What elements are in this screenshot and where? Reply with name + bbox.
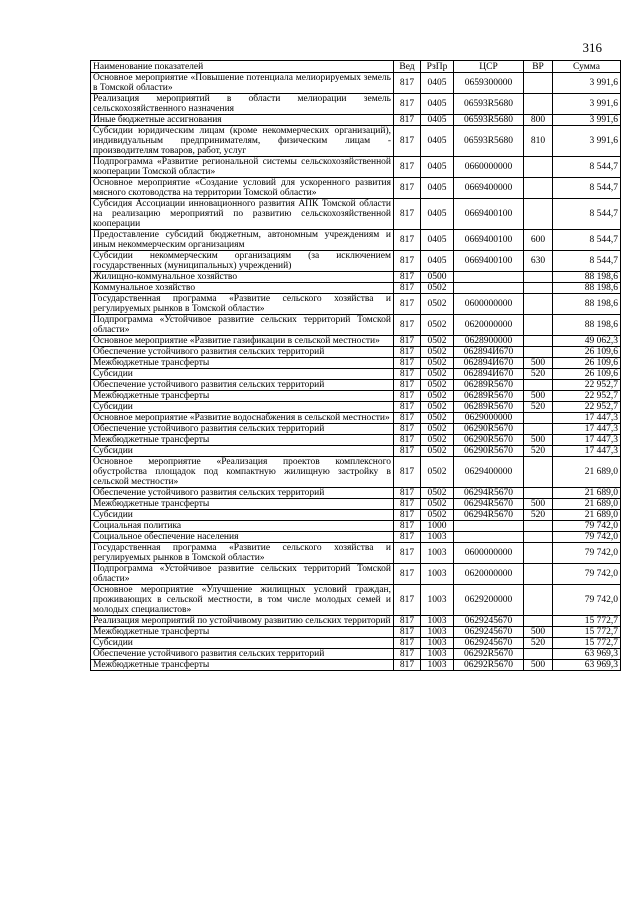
cell-ved: 817 xyxy=(394,199,421,230)
cell-ved: 817 xyxy=(394,157,421,178)
cell-sum: 88 198,6 xyxy=(553,272,621,283)
header-csr: ЦСР xyxy=(454,61,524,73)
table-row xyxy=(91,126,621,157)
table-row xyxy=(91,499,621,510)
cell-sum: 79 742,0 xyxy=(553,521,621,532)
cell-name: Субсидия Ассоциации инновационного развития АПК Томской области на реализацию мероприятий по развитию сельскохозяйственной кооперации xyxy=(91,199,394,230)
cell-vr xyxy=(524,294,553,315)
cell-rzpr: 0502 xyxy=(421,424,454,435)
cell-rzpr: 0405 xyxy=(421,94,454,115)
cell-name: Обеспечение устойчивого развития сельских территорий xyxy=(91,649,394,660)
table-row xyxy=(91,94,621,115)
cell-ved: 817 xyxy=(394,94,421,115)
cell-csr: 0669400000 xyxy=(454,178,524,199)
cell-csr xyxy=(454,532,524,543)
cell-vr xyxy=(524,157,553,178)
header-name: Наименование показателей xyxy=(91,61,394,73)
cell-csr: 0629245670 xyxy=(454,616,524,627)
cell-vr xyxy=(524,272,553,283)
cell-sum: 22 952,7 xyxy=(553,402,621,413)
cell-vr: 500 xyxy=(524,660,553,671)
cell-name: Субсидии xyxy=(91,510,394,521)
cell-sum: 22 952,7 xyxy=(553,391,621,402)
cell-ved: 817 xyxy=(394,126,421,157)
cell-sum: 3 991,6 xyxy=(553,126,621,157)
cell-ved: 817 xyxy=(394,446,421,457)
cell-name: Основное мероприятие «Повышение потенциала мелиорируемых земель в Томской области» xyxy=(91,73,394,94)
cell-name: Межбюджетные трансферты xyxy=(91,499,394,510)
cell-rzpr: 1003 xyxy=(421,543,454,564)
cell-vr xyxy=(524,532,553,543)
cell-vr: 520 xyxy=(524,402,553,413)
cell-sum: 63 969,3 xyxy=(553,649,621,660)
cell-sum: 22 952,7 xyxy=(553,380,621,391)
cell-csr: 06289R5670 xyxy=(454,391,524,402)
cell-sum: 15 772,7 xyxy=(553,638,621,649)
cell-csr: 0600000000 xyxy=(454,294,524,315)
cell-sum: 49 062,3 xyxy=(553,336,621,347)
table-row xyxy=(91,627,621,638)
table-row xyxy=(91,543,621,564)
table-row xyxy=(91,230,621,251)
cell-csr: 0620000000 xyxy=(454,315,524,336)
budget-table xyxy=(90,60,621,671)
cell-sum: 3 991,6 xyxy=(553,94,621,115)
cell-name: Социальная политика xyxy=(91,521,394,532)
cell-sum: 17 447,3 xyxy=(553,413,621,424)
cell-vr xyxy=(524,543,553,564)
cell-name: Межбюджетные трансферты xyxy=(91,358,394,369)
cell-csr: 0629400000 xyxy=(454,457,524,488)
cell-sum: 17 447,3 xyxy=(553,446,621,457)
table-row xyxy=(91,446,621,457)
cell-csr: 0629245670 xyxy=(454,627,524,638)
cell-vr: 500 xyxy=(524,358,553,369)
cell-sum: 88 198,6 xyxy=(553,283,621,294)
cell-ved: 817 xyxy=(394,457,421,488)
cell-rzpr: 0502 xyxy=(421,358,454,369)
cell-vr xyxy=(524,94,553,115)
cell-name: Иные бюджетные ассигнования xyxy=(91,115,394,126)
cell-csr: 06292R5670 xyxy=(454,649,524,660)
cell-vr: 520 xyxy=(524,369,553,380)
cell-rzpr: 0502 xyxy=(421,294,454,315)
cell-rzpr: 0502 xyxy=(421,499,454,510)
cell-csr: 0629200000 xyxy=(454,585,524,616)
cell-ved: 817 xyxy=(394,585,421,616)
table-row xyxy=(91,272,621,283)
cell-ved: 817 xyxy=(394,649,421,660)
cell-name: Обеспечение устойчивого развития сельских территорий xyxy=(91,424,394,435)
cell-csr: 0628900000 xyxy=(454,336,524,347)
cell-name: Основное мероприятие «Развитие водоснабжения в сельской местности» xyxy=(91,413,394,424)
cell-vr: 500 xyxy=(524,391,553,402)
cell-name: Обеспечение устойчивого развития сельских территорий xyxy=(91,488,394,499)
cell-ved: 817 xyxy=(394,435,421,446)
cell-name: Обеспечение устойчивого развития сельских территорий xyxy=(91,380,394,391)
cell-sum: 8 544,7 xyxy=(553,199,621,230)
cell-sum: 79 742,0 xyxy=(553,564,621,585)
cell-ved: 817 xyxy=(394,413,421,424)
cell-ved: 817 xyxy=(394,294,421,315)
cell-name: Основное мероприятие «Развитие газификации в сельской местности» xyxy=(91,336,394,347)
cell-csr: 06290R5670 xyxy=(454,435,524,446)
cell-csr: 0660000000 xyxy=(454,157,524,178)
cell-ved: 817 xyxy=(394,627,421,638)
table-row xyxy=(91,315,621,336)
cell-sum: 63 969,3 xyxy=(553,660,621,671)
table-body xyxy=(91,73,621,671)
cell-ved: 817 xyxy=(394,115,421,126)
cell-csr: 06294R5670 xyxy=(454,499,524,510)
cell-sum: 8 544,7 xyxy=(553,251,621,272)
cell-vr xyxy=(524,336,553,347)
table-row xyxy=(91,157,621,178)
cell-csr xyxy=(454,283,524,294)
cell-sum: 79 742,0 xyxy=(553,543,621,564)
cell-vr xyxy=(524,73,553,94)
table-row xyxy=(91,380,621,391)
cell-name: Субсидии xyxy=(91,446,394,457)
cell-csr: 062894И670 xyxy=(454,369,524,380)
cell-vr xyxy=(524,616,553,627)
cell-vr: 630 xyxy=(524,251,553,272)
cell-sum: 3 991,6 xyxy=(553,115,621,126)
table-row xyxy=(91,564,621,585)
table-row xyxy=(91,510,621,521)
cell-csr: 0669400100 xyxy=(454,199,524,230)
cell-vr xyxy=(524,649,553,660)
cell-rzpr: 0502 xyxy=(421,336,454,347)
cell-sum: 8 544,7 xyxy=(553,230,621,251)
cell-sum: 26 109,6 xyxy=(553,369,621,380)
cell-name: Коммунальное хозяйство xyxy=(91,283,394,294)
cell-ved: 817 xyxy=(394,230,421,251)
cell-ved: 817 xyxy=(394,638,421,649)
cell-name: Обеспечение устойчивого развития сельских территорий xyxy=(91,347,394,358)
cell-name: Реализация мероприятий в области мелиорации земель сельскохозяйственного назначения xyxy=(91,94,394,115)
cell-rzpr: 0502 xyxy=(421,283,454,294)
cell-rzpr: 0502 xyxy=(421,510,454,521)
table-row xyxy=(91,649,621,660)
cell-sum: 15 772,7 xyxy=(553,627,621,638)
cell-ved: 817 xyxy=(394,251,421,272)
cell-ved: 817 xyxy=(394,336,421,347)
cell-vr xyxy=(524,199,553,230)
cell-vr: 600 xyxy=(524,230,553,251)
cell-sum: 17 447,3 xyxy=(553,435,621,446)
cell-vr: 500 xyxy=(524,499,553,510)
cell-name: Государственная программа «Развитие сельского хозяйства и регулируемых рынков в Томской области» xyxy=(91,543,394,564)
cell-rzpr: 1003 xyxy=(421,627,454,638)
cell-ved: 817 xyxy=(394,283,421,294)
cell-name: Социальное обеспечение населения xyxy=(91,532,394,543)
cell-name: Субсидии xyxy=(91,638,394,649)
header-vr: ВР xyxy=(524,61,553,73)
cell-ved: 817 xyxy=(394,402,421,413)
cell-name: Субсидии xyxy=(91,369,394,380)
cell-ved: 817 xyxy=(394,532,421,543)
cell-name: Государственная программа «Развитие сельского хозяйства и регулируемых рынков в Томской области» xyxy=(91,294,394,315)
cell-csr: 06593R5680 xyxy=(454,126,524,157)
cell-ved: 817 xyxy=(394,510,421,521)
cell-name: Подпрограмма «Устойчивое развитие сельских территорий Томской области» xyxy=(91,564,394,585)
cell-csr: 06292R5670 xyxy=(454,660,524,671)
cell-rzpr: 0502 xyxy=(421,435,454,446)
cell-name: Субсидии xyxy=(91,402,394,413)
cell-ved: 817 xyxy=(394,380,421,391)
cell-sum: 88 198,6 xyxy=(553,315,621,336)
cell-ved: 817 xyxy=(394,660,421,671)
cell-rzpr: 0500 xyxy=(421,272,454,283)
cell-csr: 06290R5670 xyxy=(454,424,524,435)
cell-csr xyxy=(454,272,524,283)
cell-vr: 520 xyxy=(524,446,553,457)
table-row xyxy=(91,178,621,199)
table-row xyxy=(91,369,621,380)
cell-csr: 062894И670 xyxy=(454,347,524,358)
cell-csr: 0629000000 xyxy=(454,413,524,424)
cell-name: Межбюджетные трансферты xyxy=(91,660,394,671)
cell-csr: 0669400100 xyxy=(454,251,524,272)
cell-name: Подпрограмма «Устойчивое развитие сельских территорий Томской области» xyxy=(91,315,394,336)
cell-csr: 06289R5670 xyxy=(454,380,524,391)
table-header-row xyxy=(91,61,621,73)
cell-rzpr: 0502 xyxy=(421,413,454,424)
table-row xyxy=(91,199,621,230)
cell-rzpr: 1003 xyxy=(421,616,454,627)
cell-vr: 800 xyxy=(524,115,553,126)
cell-sum: 26 109,6 xyxy=(553,347,621,358)
cell-rzpr: 1000 xyxy=(421,521,454,532)
cell-rzpr: 1003 xyxy=(421,532,454,543)
cell-ved: 817 xyxy=(394,391,421,402)
table-row xyxy=(91,585,621,616)
cell-name: Межбюджетные трансферты xyxy=(91,435,394,446)
cell-rzpr: 0405 xyxy=(421,126,454,157)
cell-csr: 0620000000 xyxy=(454,564,524,585)
cell-ved: 817 xyxy=(394,616,421,627)
cell-vr xyxy=(524,457,553,488)
cell-ved: 817 xyxy=(394,424,421,435)
cell-rzpr: 0502 xyxy=(421,347,454,358)
table-row xyxy=(91,532,621,543)
table-row xyxy=(91,488,621,499)
cell-vr xyxy=(524,315,553,336)
cell-csr: 06593R5680 xyxy=(454,115,524,126)
cell-vr xyxy=(524,347,553,358)
cell-csr: 06290R5670 xyxy=(454,446,524,457)
cell-vr: 810 xyxy=(524,126,553,157)
cell-rzpr: 0502 xyxy=(421,369,454,380)
cell-rzpr: 0405 xyxy=(421,199,454,230)
cell-name: Межбюджетные трансферты xyxy=(91,391,394,402)
cell-rzpr: 0502 xyxy=(421,391,454,402)
cell-ved: 817 xyxy=(394,358,421,369)
cell-sum: 21 689,0 xyxy=(553,510,621,521)
table-row xyxy=(91,347,621,358)
cell-rzpr: 0502 xyxy=(421,380,454,391)
cell-sum: 21 689,0 xyxy=(553,499,621,510)
cell-rzpr: 0405 xyxy=(421,115,454,126)
table-row xyxy=(91,358,621,369)
cell-sum: 88 198,6 xyxy=(553,294,621,315)
cell-rzpr: 0405 xyxy=(421,251,454,272)
cell-sum: 8 544,7 xyxy=(553,157,621,178)
cell-rzpr: 0502 xyxy=(421,457,454,488)
table-row xyxy=(91,391,621,402)
cell-vr xyxy=(524,521,553,532)
cell-name: Основное мероприятие «Улучшение жилищных условий граждан, проживающих в сельской местности, в том числе молодых семей и молодых специалистов» xyxy=(91,585,394,616)
cell-csr: 0600000000 xyxy=(454,543,524,564)
table-row xyxy=(91,413,621,424)
header-sum: Сумма xyxy=(553,61,621,73)
header-ved: Вед xyxy=(394,61,421,73)
table-row xyxy=(91,283,621,294)
cell-csr: 06294R5670 xyxy=(454,510,524,521)
cell-vr xyxy=(524,413,553,424)
cell-rzpr: 1003 xyxy=(421,564,454,585)
cell-vr: 520 xyxy=(524,510,553,521)
cell-ved: 817 xyxy=(394,369,421,380)
cell-ved: 817 xyxy=(394,178,421,199)
cell-rzpr: 1003 xyxy=(421,660,454,671)
cell-csr xyxy=(454,521,524,532)
cell-name: Жилищно-коммунальное хозяйство xyxy=(91,272,394,283)
cell-csr: 062894И670 xyxy=(454,358,524,369)
cell-ved: 817 xyxy=(394,272,421,283)
cell-rzpr: 0502 xyxy=(421,402,454,413)
cell-ved: 817 xyxy=(394,543,421,564)
cell-sum: 79 742,0 xyxy=(553,532,621,543)
cell-vr xyxy=(524,380,553,391)
cell-sum: 26 109,6 xyxy=(553,358,621,369)
cell-sum: 15 772,7 xyxy=(553,616,621,627)
cell-rzpr: 0405 xyxy=(421,178,454,199)
cell-ved: 817 xyxy=(394,521,421,532)
table-row xyxy=(91,616,621,627)
cell-rzpr: 0405 xyxy=(421,157,454,178)
table-row xyxy=(91,521,621,532)
cell-ved: 817 xyxy=(394,564,421,585)
table-row xyxy=(91,402,621,413)
cell-csr: 0659300000 xyxy=(454,73,524,94)
cell-sum: 3 991,6 xyxy=(553,73,621,94)
cell-ved: 817 xyxy=(394,499,421,510)
cell-ved: 817 xyxy=(394,315,421,336)
cell-name: Межбюджетные трансферты xyxy=(91,627,394,638)
cell-sum: 79 742,0 xyxy=(553,585,621,616)
cell-name: Предоставление субсидий бюджетным, автономным учреждениям и иным некоммерческим организациям xyxy=(91,230,394,251)
cell-vr xyxy=(524,564,553,585)
cell-vr: 520 xyxy=(524,638,553,649)
table-row xyxy=(91,73,621,94)
table-row xyxy=(91,115,621,126)
cell-sum: 21 689,0 xyxy=(553,457,621,488)
cell-name: Основное мероприятие «Создание условий для ускоренного развития мясного скотоводства на территории Томской области» xyxy=(91,178,394,199)
cell-ved: 817 xyxy=(394,347,421,358)
cell-vr: 500 xyxy=(524,627,553,638)
table-row xyxy=(91,457,621,488)
cell-rzpr: 0502 xyxy=(421,446,454,457)
cell-rzpr: 1003 xyxy=(421,585,454,616)
cell-name: Подпрограмма «Развитие региональной системы сельскохозяйственной кооперации Томской области» xyxy=(91,157,394,178)
page-number: 316 xyxy=(582,40,602,55)
cell-csr: 06593R5680 xyxy=(454,94,524,115)
cell-sum: 21 689,0 xyxy=(553,488,621,499)
table-row xyxy=(91,660,621,671)
cell-rzpr: 0502 xyxy=(421,488,454,499)
cell-rzpr: 0502 xyxy=(421,315,454,336)
cell-name: Основное мероприятие «Реализация проектов комплексного обустройства площадок под компактную жилищную застройку в сельской местности» xyxy=(91,457,394,488)
table-row xyxy=(91,424,621,435)
cell-name: Субсидии юридическим лицам (кроме некоммерческих организаций), индивидуальным предпринимателям, физическим лицам - производителям товаров, работ, услуг xyxy=(91,126,394,157)
table-row xyxy=(91,638,621,649)
cell-vr xyxy=(524,585,553,616)
cell-vr xyxy=(524,424,553,435)
cell-rzpr: 1003 xyxy=(421,638,454,649)
cell-ved: 817 xyxy=(394,73,421,94)
cell-ved: 817 xyxy=(394,488,421,499)
cell-vr xyxy=(524,178,553,199)
header-rzpr: РзПр xyxy=(421,61,454,73)
table-row xyxy=(91,251,621,272)
cell-rzpr: 0405 xyxy=(421,73,454,94)
cell-csr: 0669400100 xyxy=(454,230,524,251)
cell-vr xyxy=(524,488,553,499)
cell-vr xyxy=(524,283,553,294)
cell-rzpr: 0405 xyxy=(421,230,454,251)
cell-csr: 06294R5670 xyxy=(454,488,524,499)
cell-rzpr: 1003 xyxy=(421,649,454,660)
table-row xyxy=(91,336,621,347)
cell-vr: 500 xyxy=(524,435,553,446)
cell-sum: 17 447,3 xyxy=(553,424,621,435)
cell-sum: 8 544,7 xyxy=(553,178,621,199)
cell-csr: 0629245670 xyxy=(454,638,524,649)
cell-csr: 06289R5670 xyxy=(454,402,524,413)
cell-name: Субсидии некоммерческим организациям (за исключением государственных (муниципальных) учреждений) xyxy=(91,251,394,272)
table-row xyxy=(91,294,621,315)
table-row xyxy=(91,435,621,446)
cell-name: Реализация мероприятий по устойчивому развитию сельских территорий xyxy=(91,616,394,627)
